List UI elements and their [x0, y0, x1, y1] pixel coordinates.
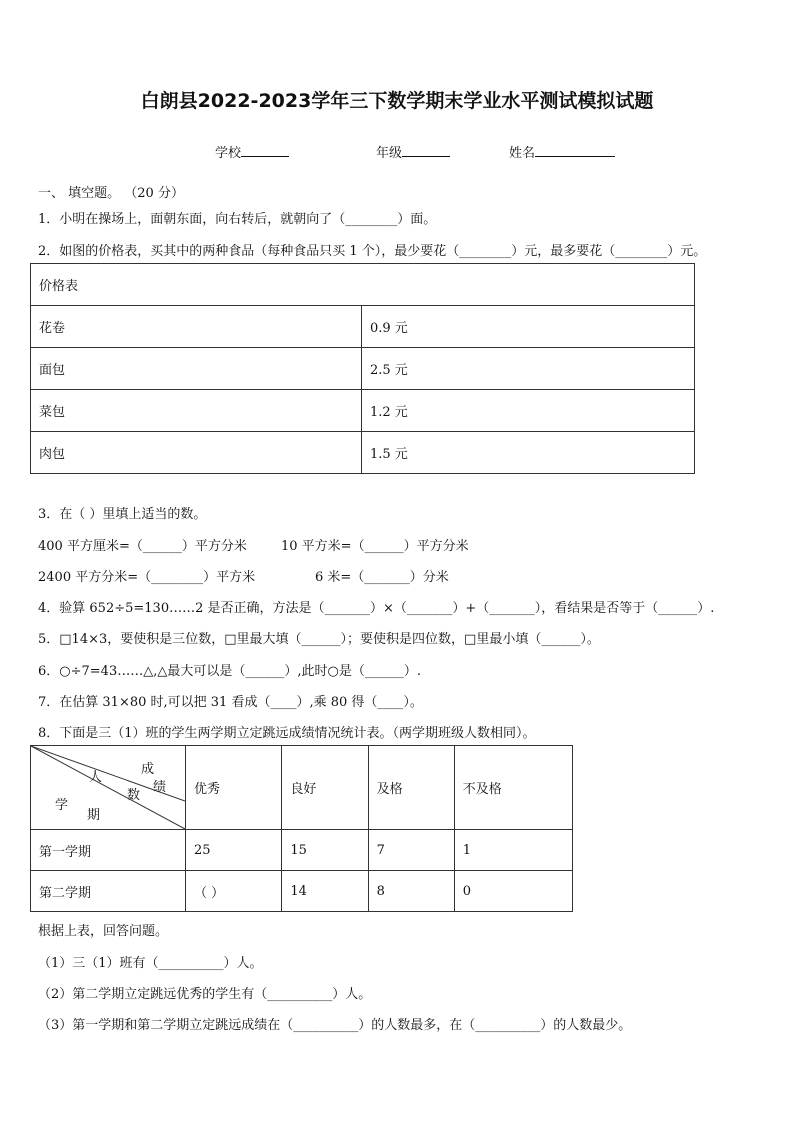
header-cell: 不及格 [454, 746, 572, 830]
diag-label-e: 学 [55, 798, 69, 813]
table-row [31, 348, 695, 390]
diag-label-b: 绩 [153, 780, 167, 795]
page-title: 白朗县2022-2023学年三下数学期末学业水平测试模拟试题 [140, 90, 654, 112]
school-field [215, 142, 289, 161]
diag-label-f: 期 [87, 808, 101, 823]
table-row [31, 306, 695, 348]
value-cell: 0 [454, 871, 572, 912]
question-3a: 400 平方厘米=（______）平方分米 [38, 539, 247, 554]
question-6: 6．○÷7=43……△,△最大可以是（______）,此时○是（______）. [38, 664, 421, 679]
header-cell: 及格 [368, 746, 454, 830]
question-5: 5．□14×3，要使积是三位数，□里最大填（______）；要使积是四位数，□里最小填（______）。 [38, 632, 600, 647]
question-4: 4．验算 652÷5=130……2 是否正确，方法是（_______）×（_______）+（_______），看结果是否等于（______）. [38, 601, 715, 616]
price-table [30, 263, 695, 474]
item-cell: 面包 [31, 348, 362, 390]
value-cell: （ ） [186, 871, 282, 912]
section-heading: 一、 填空题。 （20 分） [38, 186, 184, 201]
price-table-header-row [31, 264, 695, 306]
q8-prompt: 根据上表，回答问题。 [38, 924, 169, 939]
grade-blank[interactable] [402, 144, 450, 157]
term-cell: 第一学期 [31, 830, 186, 871]
table-row [31, 830, 573, 871]
grade-label: 年级 [376, 146, 403, 161]
table-row [31, 432, 695, 474]
question-8-2: （2）第二学期立定跳远优秀的学生有（__________）人。 [38, 987, 372, 1002]
question-8-1: （1）三（1）班有（__________）人。 [38, 956, 263, 971]
question-3c: 2400 平方分米=（________）平方米 [38, 570, 256, 585]
item-cell: 花卷 [31, 306, 362, 348]
value-cell: 1 [454, 830, 572, 871]
question-2: 2．如图的价格表，买其中的两种食品（每种食品只买 1 个），最少要花（________）元，最多要花（________）元。 [38, 244, 707, 259]
diag-label-d: 数 [127, 788, 141, 803]
question-3d: 6 米=（_______）分米 [315, 570, 449, 585]
header-cell: 良好 [282, 746, 368, 830]
question-8: 8．下面是三（1）班的学生两学期立定跳远成绩情况统计表。（两学期班级人数相同）。 [38, 726, 536, 741]
score-table-header-row [31, 746, 573, 830]
price-cell: 0.9 元 [362, 306, 695, 348]
diag-label-c: 人 [89, 770, 103, 785]
school-label: 学校 [215, 146, 242, 161]
price-cell: 1.2 元 [362, 390, 695, 432]
question-3: 3．在（ ）里填上适当的数。 [38, 507, 207, 522]
question-3b: 10 平方米=（______）平方分米 [281, 539, 469, 554]
item-cell: 菜包 [31, 390, 362, 432]
header-cell: 优秀 [186, 746, 282, 830]
item-cell: 肉包 [31, 432, 362, 474]
term-cell: 第二学期 [31, 871, 186, 912]
value-cell: 8 [368, 871, 454, 912]
value-cell: 15 [282, 830, 368, 871]
value-cell: 14 [282, 871, 368, 912]
table-row [31, 871, 573, 912]
school-blank[interactable] [241, 144, 289, 157]
score-table [30, 745, 573, 912]
price-cell: 1.5 元 [362, 432, 695, 474]
name-blank[interactable] [535, 144, 615, 157]
diagonal-header-cell [31, 746, 186, 830]
table-row [31, 390, 695, 432]
name-label: 姓名 [509, 146, 536, 161]
value-cell: 25 [186, 830, 282, 871]
question-1: 1．小明在操场上，面朝东面，向右转后，就朝向了（________）面。 [38, 212, 437, 227]
grade-field [376, 142, 450, 161]
price-table-header: 价格表 [31, 264, 695, 306]
question-7: 7．在估算 31×80 时,可以把 31 看成（____）,乘 80 得（____）。 [38, 695, 423, 710]
value-cell: 7 [368, 830, 454, 871]
name-field [509, 142, 615, 161]
diag-label-a: 成 [141, 762, 155, 777]
question-8-3: （3）第一学期和第二学期立定跳远成绩在（__________）的人数最多，在（__________）的人数最少。 [38, 1018, 632, 1033]
price-cell: 2.5 元 [362, 348, 695, 390]
